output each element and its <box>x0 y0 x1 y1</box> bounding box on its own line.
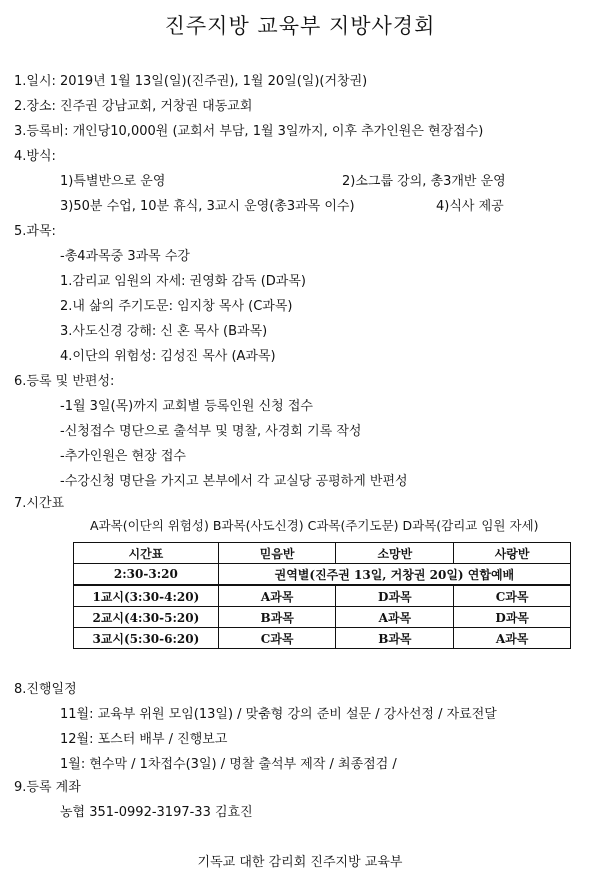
place-line: 2.장소: 진주권 강남교회, 거창권 대동교회 <box>14 99 253 114</box>
schedule-heading: 7.시간표 <box>14 496 65 511</box>
timetable-header-row <box>74 543 571 564</box>
account-heading: 9.등록 계좌 <box>14 780 81 795</box>
timetable-header: 시간표 <box>74 543 219 564</box>
progress-item-1: 11월: 교육부 위원 모임(13일) / 맞춤형 강의 준비 설문 / 강사선정 / 자료전달 <box>60 707 497 722</box>
progress-heading: 8.진행일정 <box>14 682 77 697</box>
timetable-header: 소망반 <box>336 543 454 564</box>
method-item-3: 3)50분 수업, 10분 휴식, 3교시 운영(총3과목 이수) <box>60 199 355 214</box>
course-item-2: 2.내 삶의 주기도문: 임지창 목사 (C과목) <box>60 299 293 314</box>
table-row <box>74 628 571 649</box>
timetable-header: 믿음반 <box>218 543 336 564</box>
course-item-4: 4.이단의 위험성: 김성진 목사 (A과목) <box>60 349 276 364</box>
date-line: 1.일시: 2019년 1월 13일(일)(진주권), 1월 20일(일)(거창권) <box>14 74 368 89</box>
account-number: 농협 351-0992-3197-33 김효진 <box>60 805 253 820</box>
worship-text: 권역별(진주권 13일, 거창권 20일) 연합예배 <box>218 564 570 586</box>
table-cell: D과목 <box>454 607 571 628</box>
table-cell: 2교시(4:30-5:20) <box>74 607 219 628</box>
method-heading: 4.방식: <box>14 149 56 164</box>
timetable-worship-row <box>74 564 571 586</box>
footer-organization: 기독교 대한 감리회 진주지방 교육부 <box>197 855 403 870</box>
progress-item-2: 12월: 포스터 배부 / 진행보고 <box>60 732 228 747</box>
progress-item-3: 1월: 현수막 / 1차접수(3일) / 명찰 출석부 제작 / 최종점검 / <box>60 757 397 772</box>
registration-heading: 6.등록 및 반편성: <box>14 374 115 389</box>
table-cell: A과목 <box>218 585 336 607</box>
registration-item-3: -추가인원은 현장 접수 <box>60 449 186 464</box>
course-item-1: 1.감리교 임원의 자세: 권영화 감독 (D과목) <box>60 274 306 289</box>
registration-item-4: -수강신청 명단을 가지고 본부에서 각 교실당 공평하게 반편성 <box>60 474 408 489</box>
table-cell: 1교시(3:30-4:20) <box>74 585 219 607</box>
method-item-1: 1)특별반으로 운영 <box>60 174 166 189</box>
schedule-legend: A과목(이단의 위험성) B과목(사도신경) C과목(주기도문) D과목(감리교 임원 자세) <box>90 518 539 533</box>
table-cell: B과목 <box>336 628 454 649</box>
registration-item-2: -신청접수 명단으로 출석부 및 명찰, 사경회 기록 작성 <box>60 424 362 439</box>
table-cell: C과목 <box>218 628 336 649</box>
method-item-4: 4)식사 제공 <box>436 199 504 214</box>
table-cell: A과목 <box>336 607 454 628</box>
table-row <box>74 607 571 628</box>
table-cell: D과목 <box>336 585 454 607</box>
table-row <box>74 585 571 607</box>
method-item-2: 2)소그룹 강의, 총3개반 운영 <box>342 174 506 189</box>
registration-item-1: -1월 3일(목)까지 교회별 등록인원 신청 접수 <box>60 399 313 414</box>
course-item-3: 3.사도신경 강해: 신 혼 목사 (B과목) <box>60 324 268 339</box>
table-cell: C과목 <box>454 585 571 607</box>
timetable <box>73 542 571 649</box>
table-cell: 3교시(5:30-6:20) <box>74 628 219 649</box>
table-cell: B과목 <box>218 607 336 628</box>
page-title: 진주지방 교육부 지방사경회 <box>164 14 436 38</box>
table-cell: A과목 <box>454 628 571 649</box>
worship-time: 2:30-3:20 <box>74 564 219 586</box>
fee-line: 3.등록비: 개인당10,000원 (교회서 부담, 1월 3일까지, 이후 추가인원은 현장접수) <box>14 124 484 139</box>
course-heading: 5.과목: <box>14 224 56 239</box>
course-total: -총4과목중 3과목 수강 <box>60 249 190 264</box>
timetable-header: 사랑반 <box>454 543 571 564</box>
